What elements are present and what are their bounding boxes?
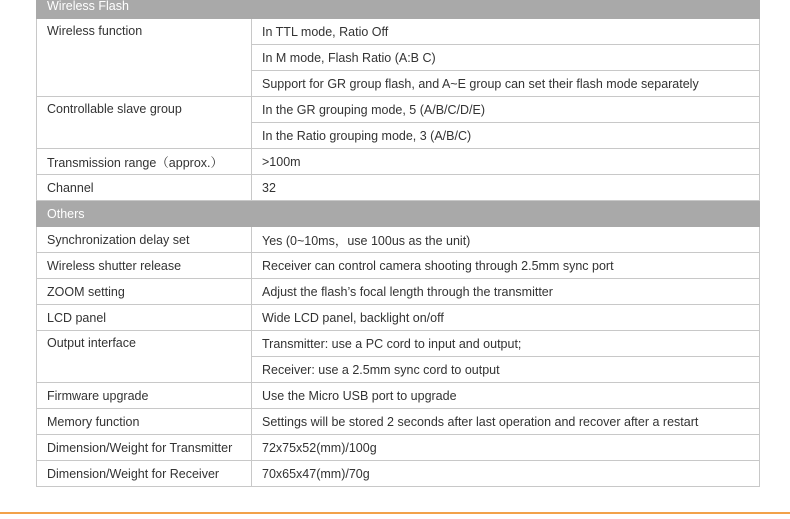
spec-value: Use the Micro USB port to upgrade <box>252 383 760 409</box>
spec-value: In the Ratio grouping mode, 3 (A/B/C) <box>252 123 760 149</box>
table-row <box>37 227 760 253</box>
spec-key: Wireless function <box>37 19 252 97</box>
table-row <box>37 461 760 487</box>
table-row <box>37 175 760 201</box>
spec-value: Settings will be stored 2 seconds after last operation and recover after a restart <box>252 409 760 435</box>
spec-key: Firmware upgrade <box>37 383 252 409</box>
table-row <box>37 305 760 331</box>
spec-value: Support for GR group flash, and A~E group can set their flash mode separately <box>252 71 760 97</box>
table-row <box>37 279 760 305</box>
spec-value: 72x75x52(mm)/100g <box>252 435 760 461</box>
spec-value: Yes (0~10ms，use 100us as the unit) <box>252 227 760 253</box>
spec-value: Transmitter: use a PC cord to input and output; <box>252 331 760 357</box>
spec-key: Synchronization delay set <box>37 227 252 253</box>
spec-key: Wireless shutter release <box>37 253 252 279</box>
table-row <box>37 253 760 279</box>
section-title: Wireless Flash <box>37 0 760 19</box>
table-row <box>37 19 760 45</box>
spec-key: Memory function <box>37 409 252 435</box>
bottom-divider <box>0 512 790 514</box>
spec-value: In the GR grouping mode, 5 (A/B/C/D/E) <box>252 97 760 123</box>
spec-value: In TTL mode, Ratio Off <box>252 19 760 45</box>
table-row <box>37 383 760 409</box>
spec-key: ZOOM setting <box>37 279 252 305</box>
spec-key: LCD panel <box>37 305 252 331</box>
spec-key: Channel <box>37 175 252 201</box>
spec-value: >100m <box>252 149 760 175</box>
section-title: Others <box>37 201 760 227</box>
spec-key: Controllable slave group <box>37 97 252 149</box>
spec-value: In M mode, Flash Ratio (A:B C) <box>252 45 760 71</box>
table-row <box>37 149 760 175</box>
spec-value: Adjust the flash’s focal length through the transmitter <box>252 279 760 305</box>
spec-key: Dimension/Weight for Receiver <box>37 461 252 487</box>
spec-key: Output interface <box>37 331 252 383</box>
table-row <box>37 435 760 461</box>
table-row <box>37 97 760 123</box>
table-row <box>37 331 760 357</box>
spec-key: Transmission range（approx.） <box>37 149 252 175</box>
spec-key: Dimension/Weight for Transmitter <box>37 435 252 461</box>
spec-table <box>36 0 760 487</box>
spec-value: Wide LCD panel, backlight on/off <box>252 305 760 331</box>
spec-value: 32 <box>252 175 760 201</box>
spec-value: Receiver can control camera shooting through 2.5mm sync port <box>252 253 760 279</box>
section-header-others <box>37 201 760 227</box>
table-row <box>37 409 760 435</box>
section-header-wireless-flash <box>37 0 760 19</box>
spec-value: Receiver: use a 2.5mm sync cord to output <box>252 357 760 383</box>
spec-value: 70x65x47(mm)/70g <box>252 461 760 487</box>
